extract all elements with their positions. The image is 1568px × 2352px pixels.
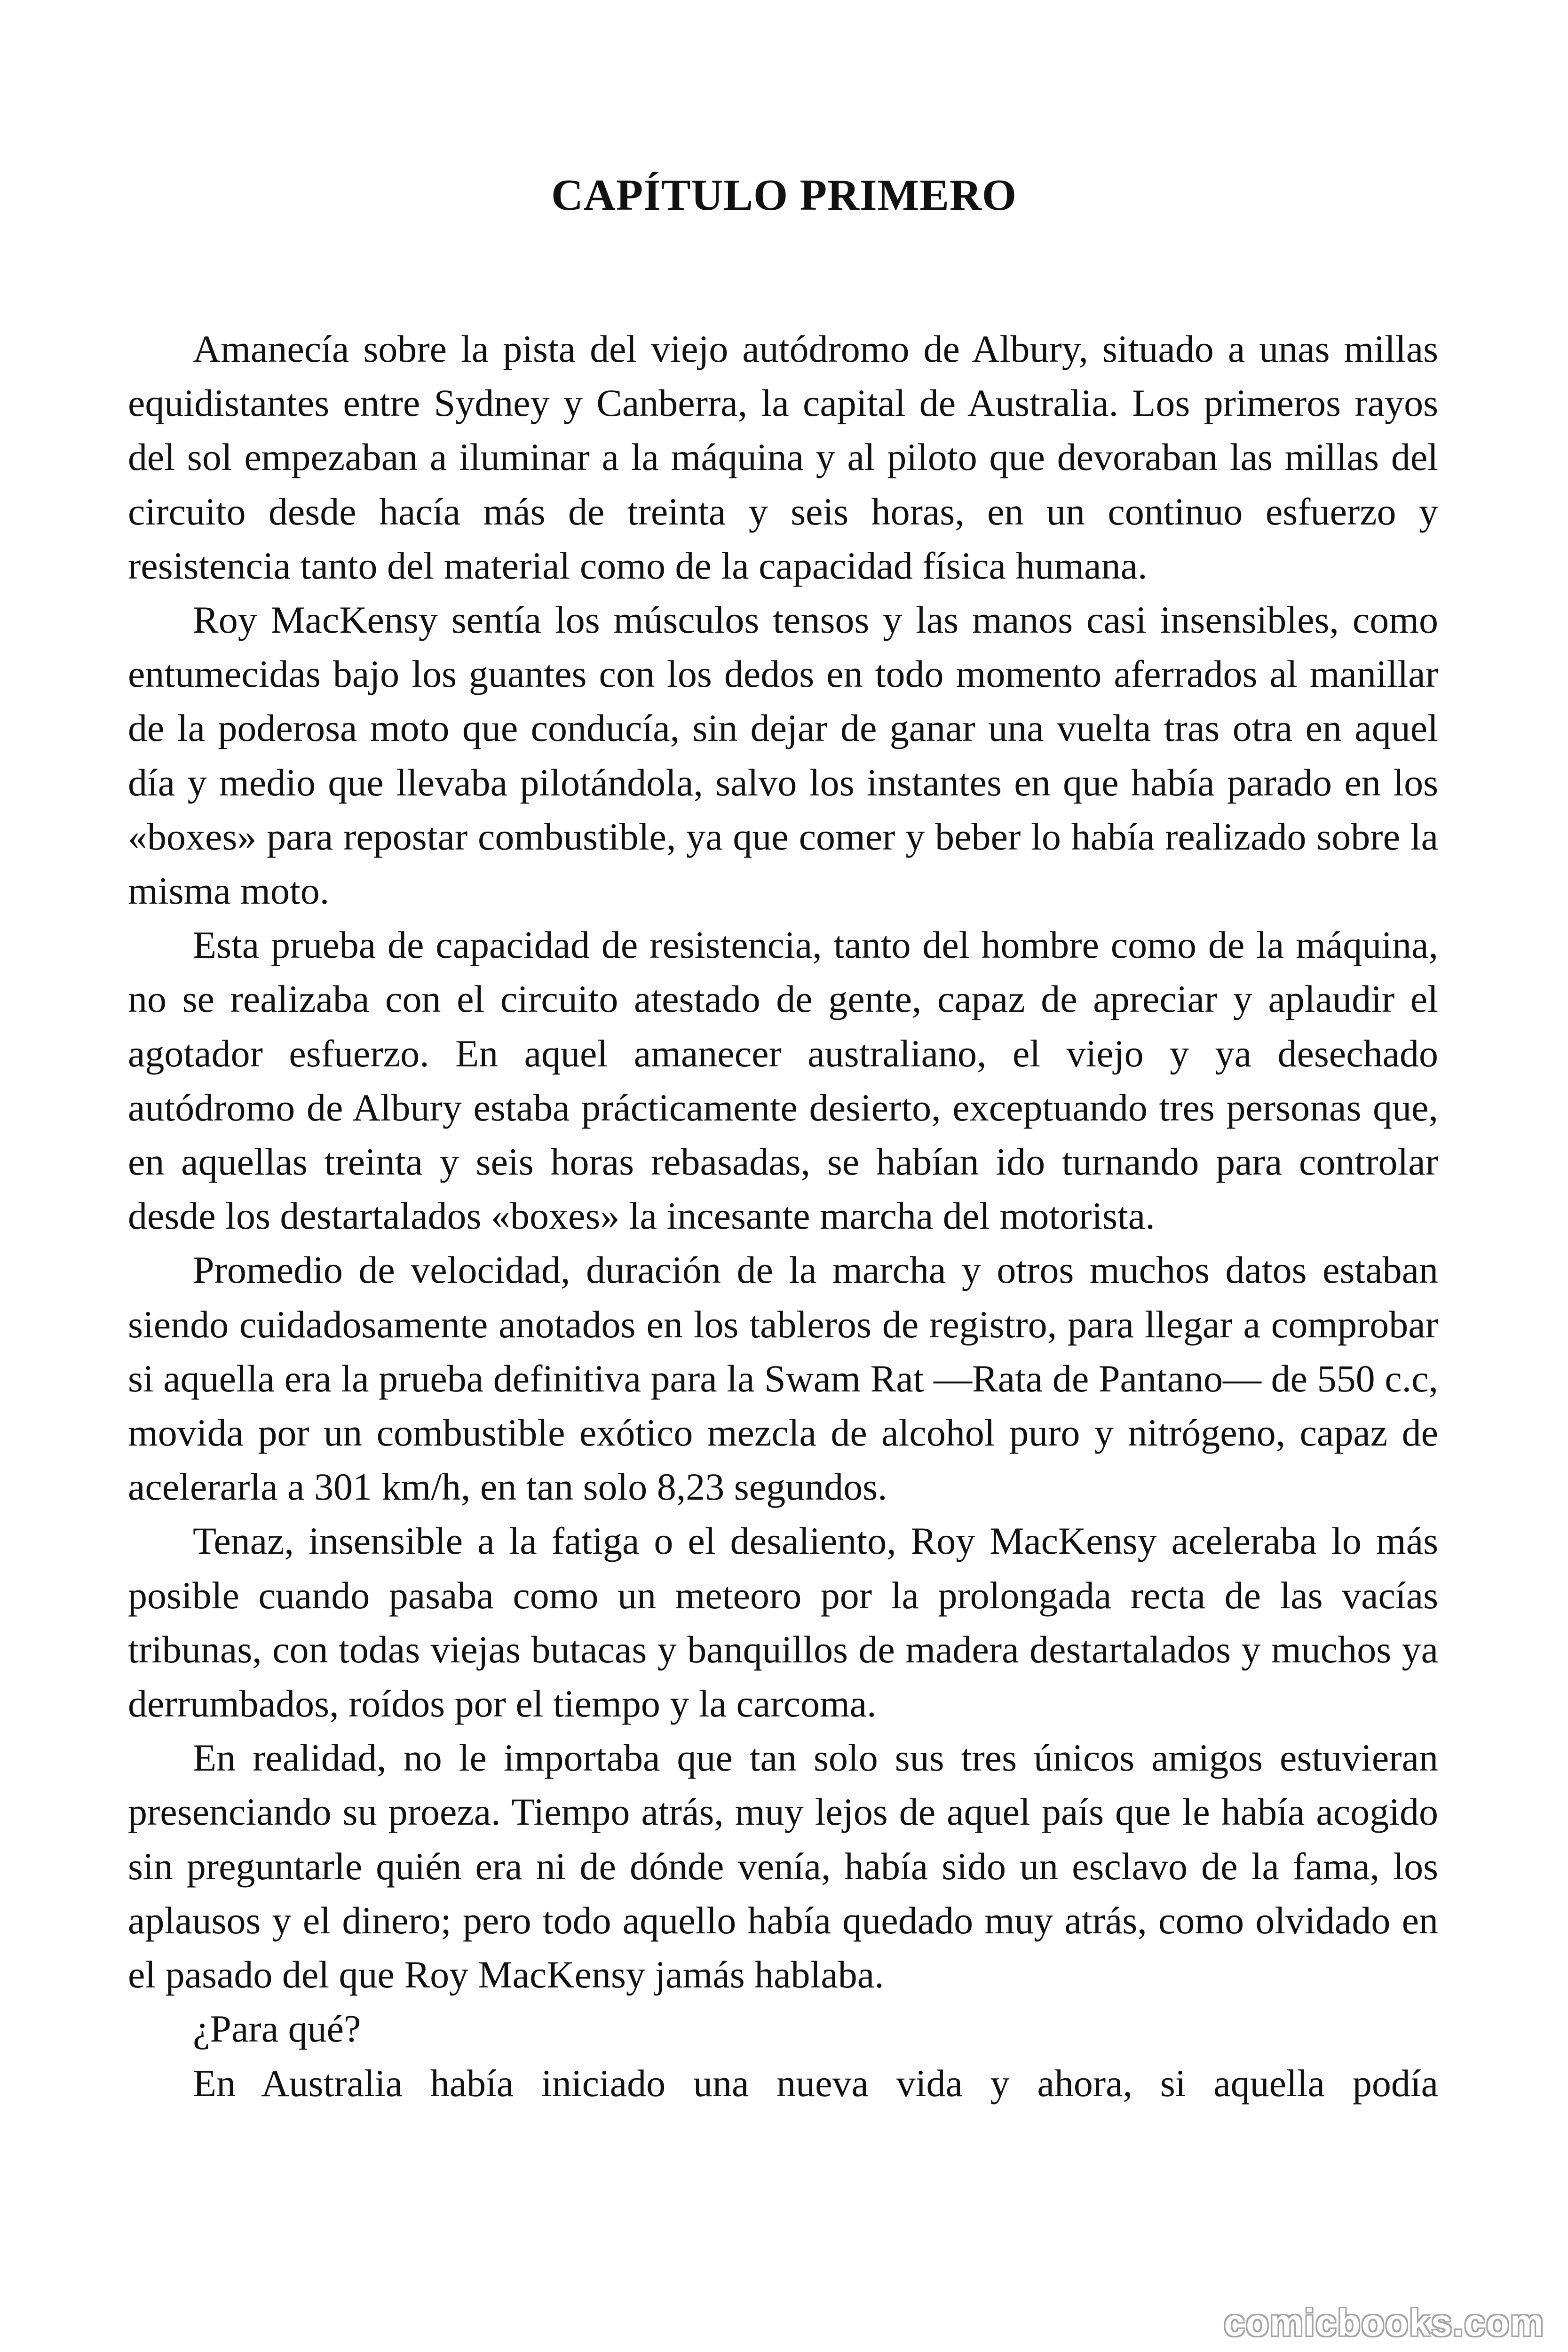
paragraph: En realidad, no le importaba que tan solo sus tres únicos amigos estuvieran presenciando su proeza. Tiempo atrás, muy lejos de aquel país que le había acogido sin preguntarle quién era ni de dónde venía, había sido un esclavo de la fama, los aplausos y el dinero; pero todo aquello había quedado muy atrás, como olvidado en el pasado del que Roy MacKensy jamás hablaba. (128, 1736, 1438, 1996)
chapter-title: CAPÍTULO PRIMERO (551, 171, 1017, 220)
paragraph: Promedio de velocidad, duración de la marcha y otros muchos datos estaban siendo cuidadosamente anotados en los tableros de registro, para llegar a comprobar si aquella era la prueba definitiva para la Swam Rat —Rata de Pantano— de 550 c.c, movida por un combustible exótico mezcla de alcohol puro y nitrógeno, capaz de acelerarla a 301 km/h, en tan solo 8,23 segundos. (128, 1248, 1438, 1509)
paragraph: Amanecía sobre la pista del viejo autódromo de Albury, situado a unas millas equidistantes entre Sydney y Canberra, la capital de Australia. Los primeros rayos del sol empezaban a iluminar a la máquina y al piloto que devoraban las millas del circuito desde hacía más de treinta y seis horas, en un continuo esfuerzo y resistencia tanto del material como de la capacidad física humana. (128, 327, 1438, 587)
paragraph-continued: En Australia había iniciado una nueva vida y ahora, si aquella podía (193, 2061, 1438, 2105)
body-text (128, 322, 1438, 2110)
watermark: comicbooks.com (1224, 2302, 1544, 2344)
paragraph: Tenaz, insensible a la fatiga o el desaliento, Roy MacKensy aceleraba lo más posible cuando pasaba como un meteoro por la prolongada recta de las vacías tribunas, con todas viejas butacas y banquillos de madera destartalados y muchos ya derrumbados, roídos por el tiempo y la carcoma. (128, 1519, 1438, 1725)
paragraph: ¿Para qué? (193, 2007, 361, 2050)
paragraph: Esta prueba de capacidad de resistencia, tanto del hombre como de la máquina, no se realizaba con el circuito atestado de gente, capaz de apreciar y aplaudir el agotador esfuerzo. En aquel amanecer australiano, el viejo y ya desechado autódromo de Albury estaba prácticamente desierto, exceptuando tres personas que, en aquellas treinta y seis horas rebasadas, se habían ido turnando para controlar desde los destartalados «boxes» la incesante marcha del motorista. (128, 923, 1438, 1238)
paragraph: Roy MacKensy sentía los músculos tensos y las manos casi insensibles, como entumecidas bajo los guantes con los dedos en todo momento aferrados al manillar de la poderosa moto que conducía, sin dejar de ganar una vuelta tras otra en aquel día y medio que llevaba pilotándola, salvo los instantes en que había parado en los «boxes» para repostar combustible, ya que comer y beber lo había realizado sobre la misma moto. (128, 598, 1438, 913)
